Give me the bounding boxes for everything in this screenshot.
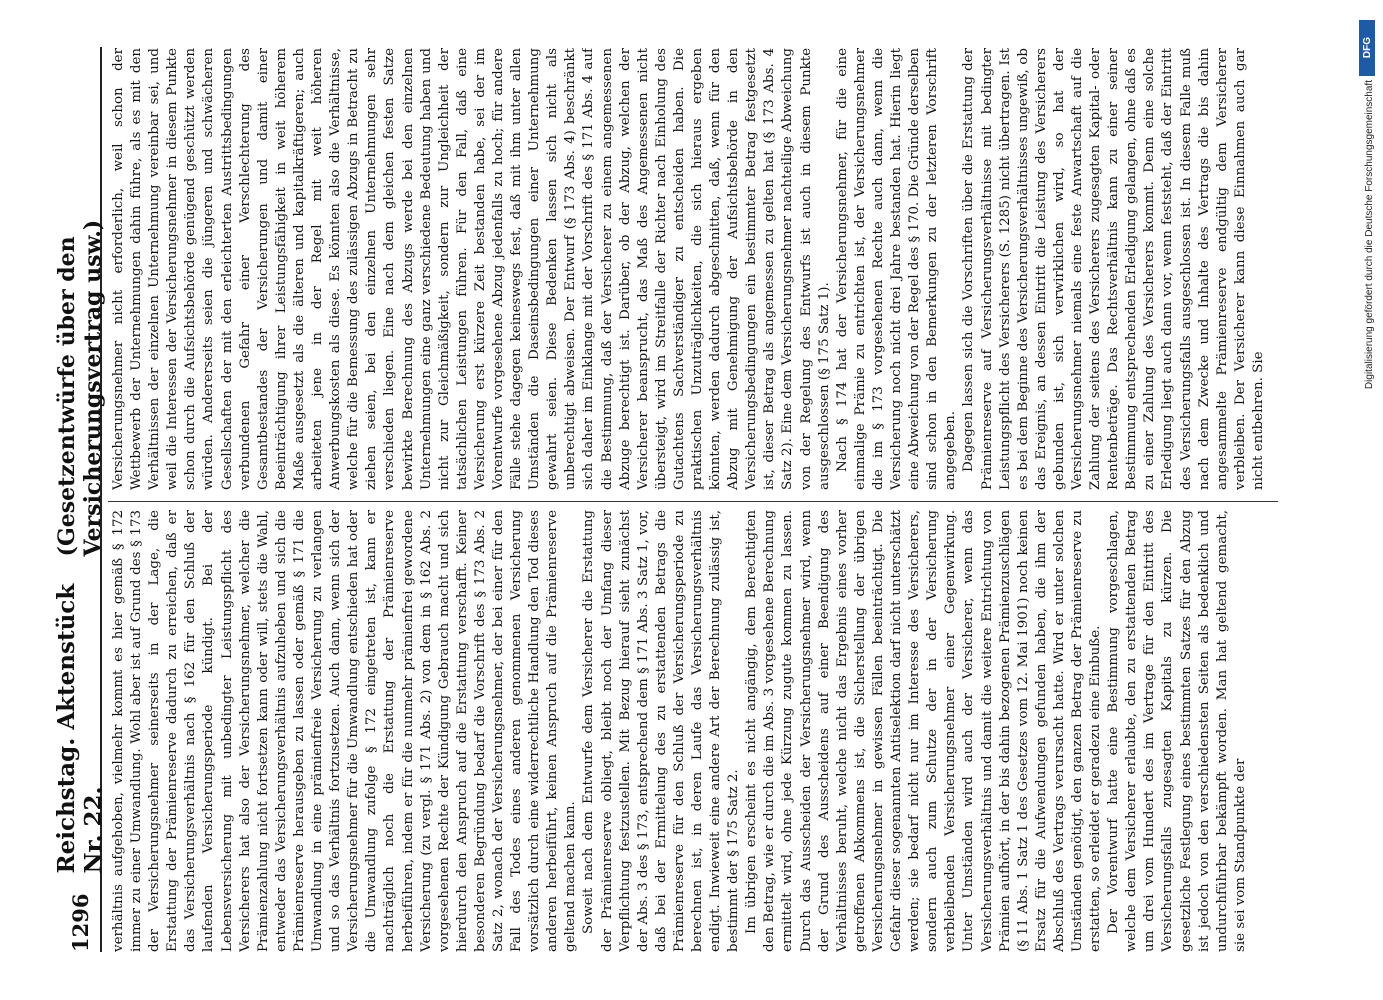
paragraph: verhältnis aufgehoben, vielmehr kommt es hier gemäß § 172 immer zu einer Umwandlung. Wohl aber ist auf Grund des § 173 der Versicherungsnehmer seinerseits in der Lage, die Erstattung der Prämienreserve dadurch zu erreichen, daß er das Versicherungsverhältnis nach § 162 für den Schluß der laufenden Versicherungsperiode kündigt. Bei der Lebensversicherung mit unbedingter Leistungspflicht des Versicherers hat also der Versicherungsnehmer, welcher die Prämienzahlung nicht fortsetzen kann oder will, stets die Wahl, entweder das Versicherungsverhältnis aufzuheben und sich die Prämienreserve herausgeben zu lassen oder gemäß § 171 die Umwandlung in eine prämienfreie Versicherung zu verlangen und so das Verhältnis fortzusetzen. Auch dann, wenn sich der Versicherungsnehmer für die Umwandlung entschieden hat oder die Umwandlung zufolge § 172 eingetreten ist, kann er nachträglich noch die Erstattung der Prämienreserve herbeiführen, indem er für die nunmehr prämienfrei gewordene Versicherung (zu vergl. § 171 Abs. 2) von dem in § 162 Abs. 2 vorgesehenen Rechte der Kündigung Gebrauch macht und sich hierdurch den Anspruch auf die Erstattung verschafft. Keiner besonderen Begründung bedarf die Vorschrift des § 173 Abs. 2 Satz 2, wonach der Versicherungsnehmer, der bei einer für den Fall des Todes eines anderen genommenen Versicherung vorsätzlich durch eine widerrechtliche Handlung den Tod dieses anderen herbeiführt, keinen Anspruch auf die Prämienreserve geltend machen kann. xyxy=(111,510,579,952)
paragraph: Im übrigen erscheint es nicht angängig, dem Berechtigten den Betrag, wie er durch die im Abs. 3 vorgesehene Berechnung ermittelt wird, ohne jede Kürzung zugute kommen zu lassen. Durch das Ausscheiden der Versicherungsnehmer wird, wenn der Grund des Ausscheidens auf einer Beendigung des Verhältnisses beruht, welche nicht das Ergebnis eines vorher getroffenen Abkommens ist, die Sicherstellung der übrigen Versicherungsnehmer in gewissen Fällen beeinträchtigt. Die Gefahr dieser sogenannten Antiselektion darf nicht unterschätzt werden; sie bedarf nicht nur im Interesse des Versicherers, sondern auch zum Schutze der in der Versicherung verbleibenden Versicherungsnehmer einer Gegenwirkung. Unter Umständen wird auch der Versicherer, wenn das Versicherungsverhältnis und damit die weitere Entrichtung von Prämien aufhört, in der bis dahin bezogenen Prämienzuschlägen (§ 11 Abs. 1 Satz 1 des Gesetzes vom 12. Mai 1901) noch keinen Ersatz für die Aufwendungen gefunden haben, die ihm der Abschluß des Vertrags verursacht hatte. Wird er unter solchen Umständen genötigt, den ganzen Betrag der Prämienreserve zu erstatten, so erleidet er geradezu eine Einbuße. xyxy=(744,510,1104,952)
paragraph: Soweit nach dem Entwurfe dem Versicherer die Erstattung der Prämienreserve obliegt, bleibt noch der Umfang dieser Verpflichtung festzustellen. Mit Bezug hierauf sieht zunächst der Abs. 3 des § 173, entsprechend dem § 171 Abs. 3 Satz 1, vor, daß bei der Ermittelung des zu erstattenden Betrags die Prämienreserve für den Schluß der Versicherungsperiode zu berechnen ist, in deren Laufe das Versicherungsverhältnis endigt. Inwieweit eine andere Art der Berechnung zulässig ist, bestimmt der § 175 Satz 2. xyxy=(581,510,742,952)
header-title: Reichstag. Aktenstück Nr. 22. xyxy=(53,583,107,874)
paragraph: Der Vorentwurf hatte eine Bestimmung vorgeschlagen, welche dem Versicherer erlaubte, den zu erstattenden Betrag um drei vom Hundert des im Vertrage für den Eintritt des Versicherungsfalls zugesagten Kapitals zu kürzen. Die gesetzliche Festlegung eines bestimmten Satzes für den Abzug ist jedoch von den verschiedensten Seiten als bedenklich und undurchführbar bekämpft worden. Man hat geltend gemacht, sie sei vom Standpunkte der xyxy=(1106,510,1248,952)
text-column-left xyxy=(110,510,1275,952)
header-subtitle: (Gesetzentwürfe über den Versicherungsvertrag usw.) xyxy=(54,219,106,557)
column-divider xyxy=(108,501,1278,502)
dfg-logo xyxy=(1359,20,1375,76)
page-header xyxy=(53,47,107,952)
dfg-logo-text: DFG xyxy=(1361,37,1373,59)
text-column-right xyxy=(110,48,1275,490)
page-number: 1296 xyxy=(67,893,93,952)
paragraph: Nach § 174 hat der Versicherungsnehmer, für die eine einmalige Prämie zu entrichten ist, der Versicherungsnehmer die im § 173 vorgesehenen Rechte auch dann, wenn die Versicherung noch nicht drei Jahre bestanden hat. Hierin liegt eine Abweichung von der Regel des § 170. Die Gründe derselben sind schon in den Bemerkungen zu der letzteren Vorschrift angegeben. xyxy=(834,48,959,490)
credit-text: Digitalisierung gefördert durch die Deutsche Forschungsgemeinschaft xyxy=(1364,80,1375,390)
credit-sidebar xyxy=(1357,10,1375,1000)
paragraph: Dagegen lassen sich die Vorschriften über die Erstattung der Prämienreserve auf Versicherungsverhältnisse mit bedingter Leistungspflicht des Versicherers (S. 1285) nicht übertragen. Ist es bei dem Beginne des Versicherungsverhältnisses ungewiß, ob das Ereignis, an dessen Eintritt die Leistung des Versicherers gebunden ist, sich verwirklichen wird, so hat der Versicherungsnehmer niemals eine feste Anwartschaft auf die Zahlung der seitens des Versicherers zugesagten Kapital- oder Rentenbeträge. Das Rechtsverhältnis kann zu einer seiner Bestimmung entsprechenden Erledigung gelangen, ohne daß es zu einer Zahlung des Versicherers kommt. Denn eine solche Erledigung liegt auch dann vor, wenn feststeht, daß der Eintritt des Versicherungsfalls ausgeschlossen ist. In diesem Falle muß nach dem Zwecke und Inhalte des Vertrags die bis dahin angesammelte Prämienreserve endgültig dem Versicherer verbleiben. Der Versicherer kann diese Einnahmen auch gar nicht entbehren. Sie xyxy=(961,48,1266,490)
paragraph: Versicherungsnehmer nicht erforderlich, weil schon der Wettbewerb der Unternehmungen dahin führe, als es mit den Verhältnissen der einzelnen Unternehmung vereinbar sei, und weil die Interessen der Versicherungsnehmer in diesem Punkte schon durch die Aufsichtsbehörde genügend geschützt werden würden. Andererseits seien die jüngeren und schwächeren Gesellschaften der mit den erleichterten Austrittsbedingungen verbundenen Gefahr einer Verschlechterung des Gesamtbestandes der Versicherungen und damit einer Beeinträchtigung ihrer Leistungsfähigkeit in weit höherem Maße ausgesetzt als die älteren und kapitalkräftigeren; auch arbeiteten jene in der Regel mit weit höheren Anwerbungskosten als diese. Es könnten also die Verhältnisse, welche für die Bemessung des zulässigen Abzugs in Betracht zu ziehen seien, bei den einzelnen Unternehmungen sehr verschieden liegen. Eine nach dem gleichen festen Satze bewirkte Berechnung des Abzugs werde bei den einzelnen Unternehmungen eine ganz verschiedene Bedeutung haben und nicht zur Gleichmäßigkeit, sondern zur Ungleichheit der tatsächlichen Leistungen führen. Für den Fall, daß eine Versicherung erst kürzere Zeit bestanden habe, sei der im Vorentwurfe vorgesehene Abzug jedenfalls zu hoch; für andere Fälle stehe dagegen keineswegs fest, daß mit ihm unter allen Umständen die Daseinsbedingungen einer Unternehmung gewahrt seien. Diese Bedenken lassen sich nicht als unberechtigt abweisen. Der Entwurf (§ 173 Abs. 4) beschränkt sich daher im Einklange mit der Vorschrift des § 171 Abs. 4 auf die Bestimmung, daß der Versicherer zu einem angemessenen Abzuge berechtigt ist. Darüber, ob der Abzug, welchen der Versicherer beansprucht, das Maß des Angemessenen nicht übersteigt, wird im Streitfalle der Richter nach Einholung des Gutachtens Sachverständiger zu entscheiden haben. Die praktischen Unzuträglichkeiten, die sich hieraus ergeben könnten, werden dadurch abgeschnitten, daß, wenn für den Abzug mit Genehmigung der Aufsichtsbehörde in den Versicherungsbedingungen ein bestimmter Betrag festgesetzt ist, dieser Betrag als angemessen zu gelten hat (§ 173 Abs. 4 Satz 2). Eine dem Versicherungsnehmer nachteilige Abweichung von der Regelung des Entwurfs ist auch in diesem Punkte ausgeschlossen (§ 175 Satz 1). xyxy=(111,48,832,490)
